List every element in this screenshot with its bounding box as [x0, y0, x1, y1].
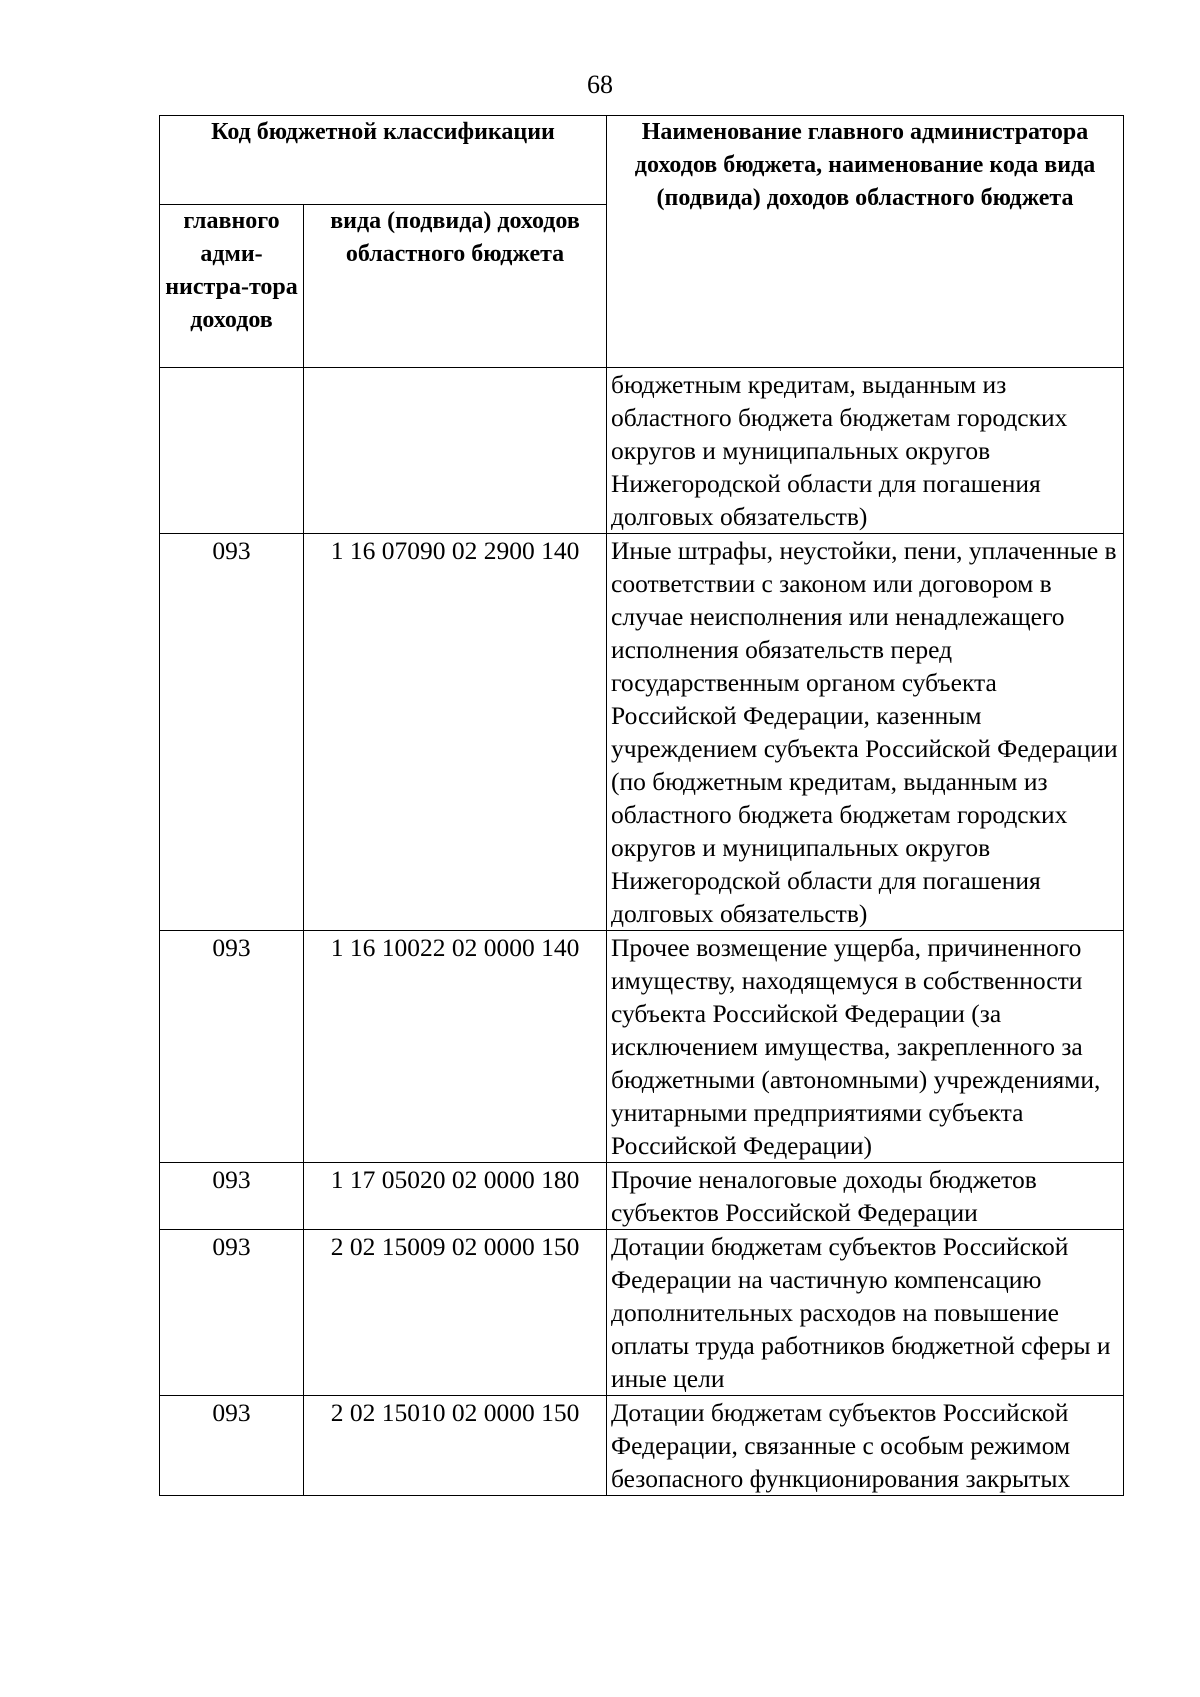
table-row [160, 931, 1124, 1163]
header-name: Наименование главного администратора доходов бюджета, наименование кода вида (подвида) доходов областного бюджета [607, 116, 1124, 368]
table-row [160, 1230, 1124, 1396]
header-admin: главного адми-нистра-тора доходов [160, 205, 304, 368]
income-name-cell: Прочее возмещение ущерба, причиненного имуществу, находящемуся в собственности субъекта Российской Федерации (за исключением имущества, закрепленного за бюджетными (автономными) учреждениями, унитарными предприятиями субъекта Российской Федерации) [607, 931, 1124, 1163]
income-code-cell: 1 17 05020 02 0000 180 [304, 1163, 607, 1230]
header-code-group: Код бюджетной классификации [160, 116, 607, 205]
income-code-cell: 1 16 10022 02 0000 140 [304, 931, 607, 1163]
admin-code-cell: 093 [160, 1396, 304, 1496]
table-row [160, 534, 1124, 931]
income-name-cell: бюджетным кредитам, выданным из областного бюджета бюджетам городских округов и муниципальных округов Нижегородской области для погашения долговых обязательств) [607, 368, 1124, 534]
income-code-cell: 2 02 15009 02 0000 150 [304, 1230, 607, 1396]
income-name-cell: Прочие неналоговые доходы бюджетов субъектов Российской Федерации [607, 1163, 1124, 1230]
table-row [160, 1163, 1124, 1230]
table-header [160, 116, 1124, 368]
income-name-cell: Иные штрафы, неустойки, пени, уплаченные в соответствии с законом или договором в случае неисполнения или ненадлежащего исполнения обязательств перед государственным органом субъекта Российской Федерации, казенным учреждением субъекта Российской Федерации (по бюджетным кредитам, выданным из областного бюджета бюджетам городских округов и муниципальных округов Нижегородской области для погашения долговых обязательств) [607, 534, 1124, 931]
income-name-cell: Дотации бюджетам субъектов Российской Федерации, связанные с особым режимом безопасного функционирования закрытых [607, 1396, 1124, 1496]
income-name-cell: Дотации бюджетам субъектов Российской Федерации на частичную компенсацию дополнительных расходов на повышение оплаты труда работников бюджетной сферы и иные цели [607, 1230, 1124, 1396]
admin-code-cell: 093 [160, 1163, 304, 1230]
admin-code-cell: 093 [160, 1230, 304, 1396]
income-code-cell [304, 368, 607, 534]
admin-code-cell: 093 [160, 931, 304, 1163]
page-number: 68 [587, 70, 613, 99]
budget-classification-table [159, 115, 1124, 1496]
table-row [160, 1396, 1124, 1496]
table-row [160, 368, 1124, 534]
income-code-cell: 2 02 15010 02 0000 150 [304, 1396, 607, 1496]
header-row [160, 116, 1124, 205]
income-code-cell: 1 16 07090 02 2900 140 [304, 534, 607, 931]
table-body [160, 368, 1124, 1496]
header-kind: вида (подвида) доходов областного бюджета [304, 205, 607, 368]
admin-code-cell: 093 [160, 534, 304, 931]
admin-code-cell [160, 368, 304, 534]
